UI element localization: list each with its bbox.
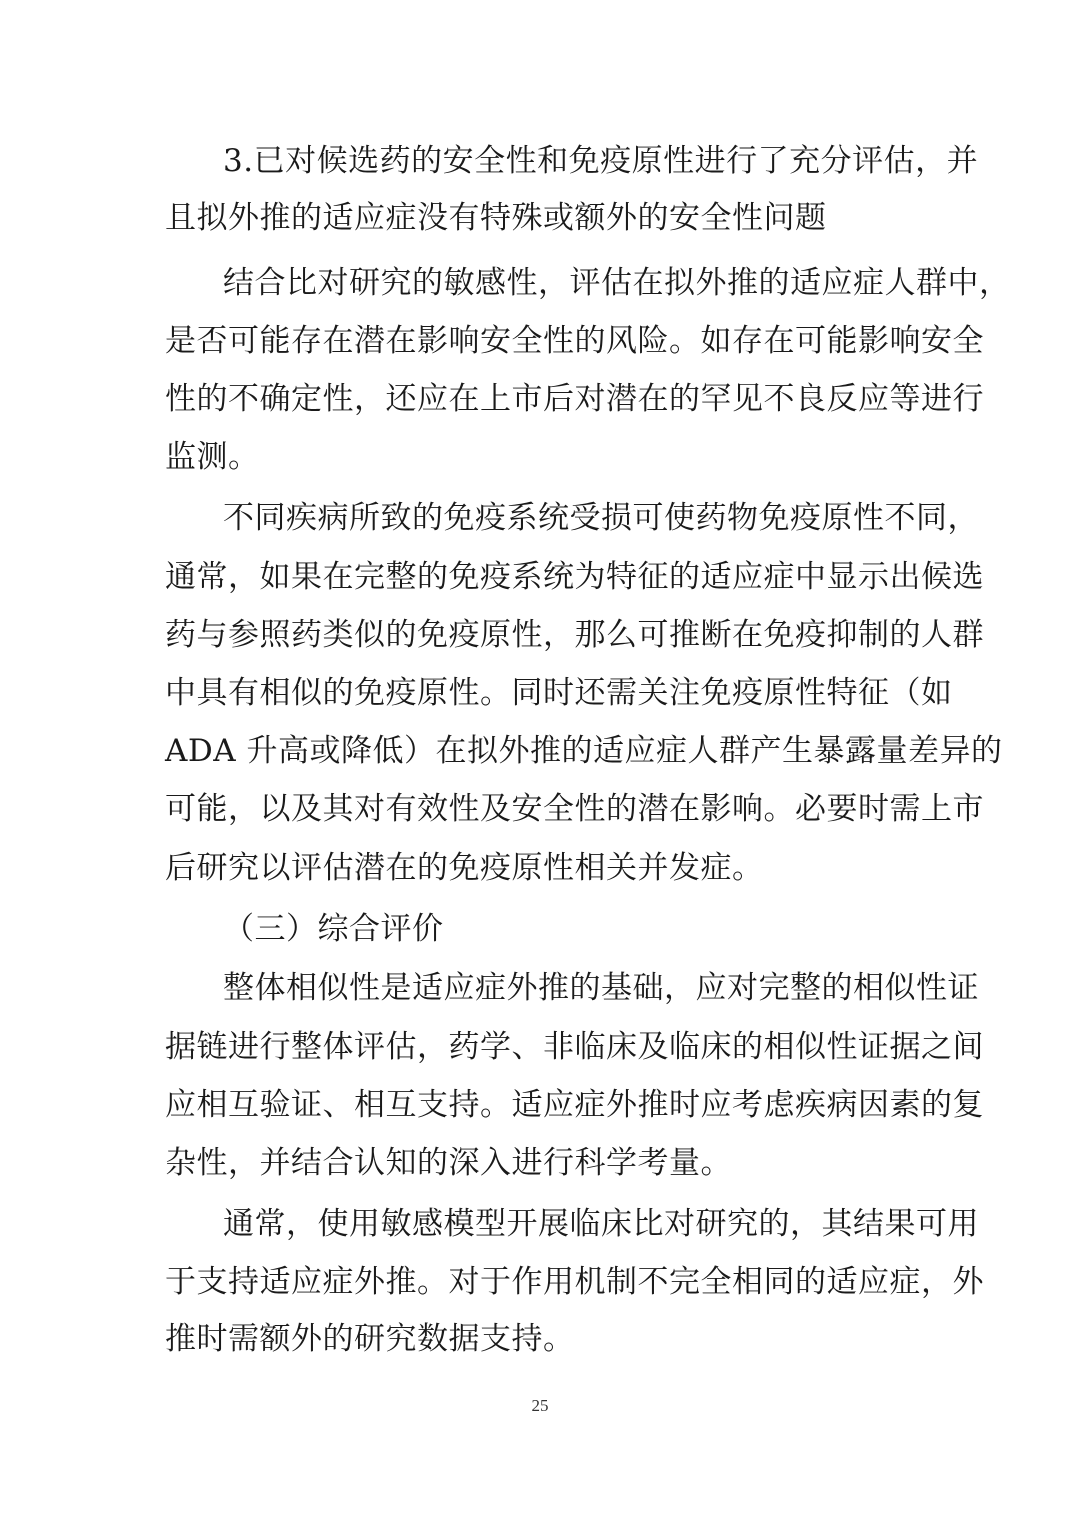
paragraph-3-line-3: 药与参照药类似的免疫原性，那么可推断在免疫抑制的人群 [165, 617, 984, 653]
paragraph-4-line-4: 杂性，并结合认知的深入进行科学考量。 [165, 1145, 732, 1181]
paragraph-3-line-6: 可能，以及其对有效性及安全性的潜在影响。必要时需上市 [165, 791, 984, 827]
paragraph-3-line-4: 中具有相似的免疫原性。同时还需关注免疫原性特征（如 [165, 675, 953, 711]
paragraph-5-line-1: 通常，使用敏感模型开展临床比对研究的，其结果可用 [223, 1206, 979, 1242]
paragraph-3-line-5: ADA 升高或降低）在拟外推的适应症人群产生暴露量差异的 [165, 733, 1003, 769]
paragraph-3-line-1: 不同疾病所致的免疫系统受损可使药物免疫原性不同， [223, 500, 979, 536]
paragraph-2-line-1: 结合比对研究的敏感性，评估在拟外推的适应症人群中， [223, 265, 1011, 301]
section-heading: （三）综合评价 [223, 911, 444, 947]
paragraph-4-line-3: 应相互验证、相互支持。适应症外推时应考虑疾病因素的复 [165, 1087, 984, 1123]
paragraph-4-line-2: 据链进行整体评估，药学、非临床及临床的相似性证据之间 [165, 1029, 984, 1065]
paragraph-1-line-2: 且拟外推的适应症没有特殊或额外的安全性问题 [165, 200, 827, 236]
paragraph-1-line-1: 3.已对候选药的安全性和免疫原性进行了充分评估，并 [223, 143, 979, 179]
page-number: 25 [531, 1396, 549, 1415]
paragraph-3-line-2: 通常，如果在完整的免疫系统为特征的适应症中显示出候选 [165, 559, 984, 595]
paragraph-4-line-1: 整体相似性是适应症外推的基础，应对完整的相似性证 [223, 970, 979, 1006]
paragraph-5-line-2: 于支持适应症外推。对于作用机制不完全相同的适应症，外 [165, 1264, 984, 1300]
paragraph-5-line-3: 推时需额外的研究数据支持。 [165, 1321, 575, 1357]
paragraph-2-line-3: 性的不确定性，还应在上市后对潜在的罕见不良反应等进行 [165, 381, 984, 417]
paragraph-2-line-4: 监测。 [165, 439, 260, 475]
paragraph-2-line-2: 是否可能存在潜在影响安全性的风险。如存在可能影响安全 [165, 323, 984, 359]
paragraph-3-line-7: 后研究以评估潜在的免疫原性相关并发症。 [165, 850, 764, 886]
